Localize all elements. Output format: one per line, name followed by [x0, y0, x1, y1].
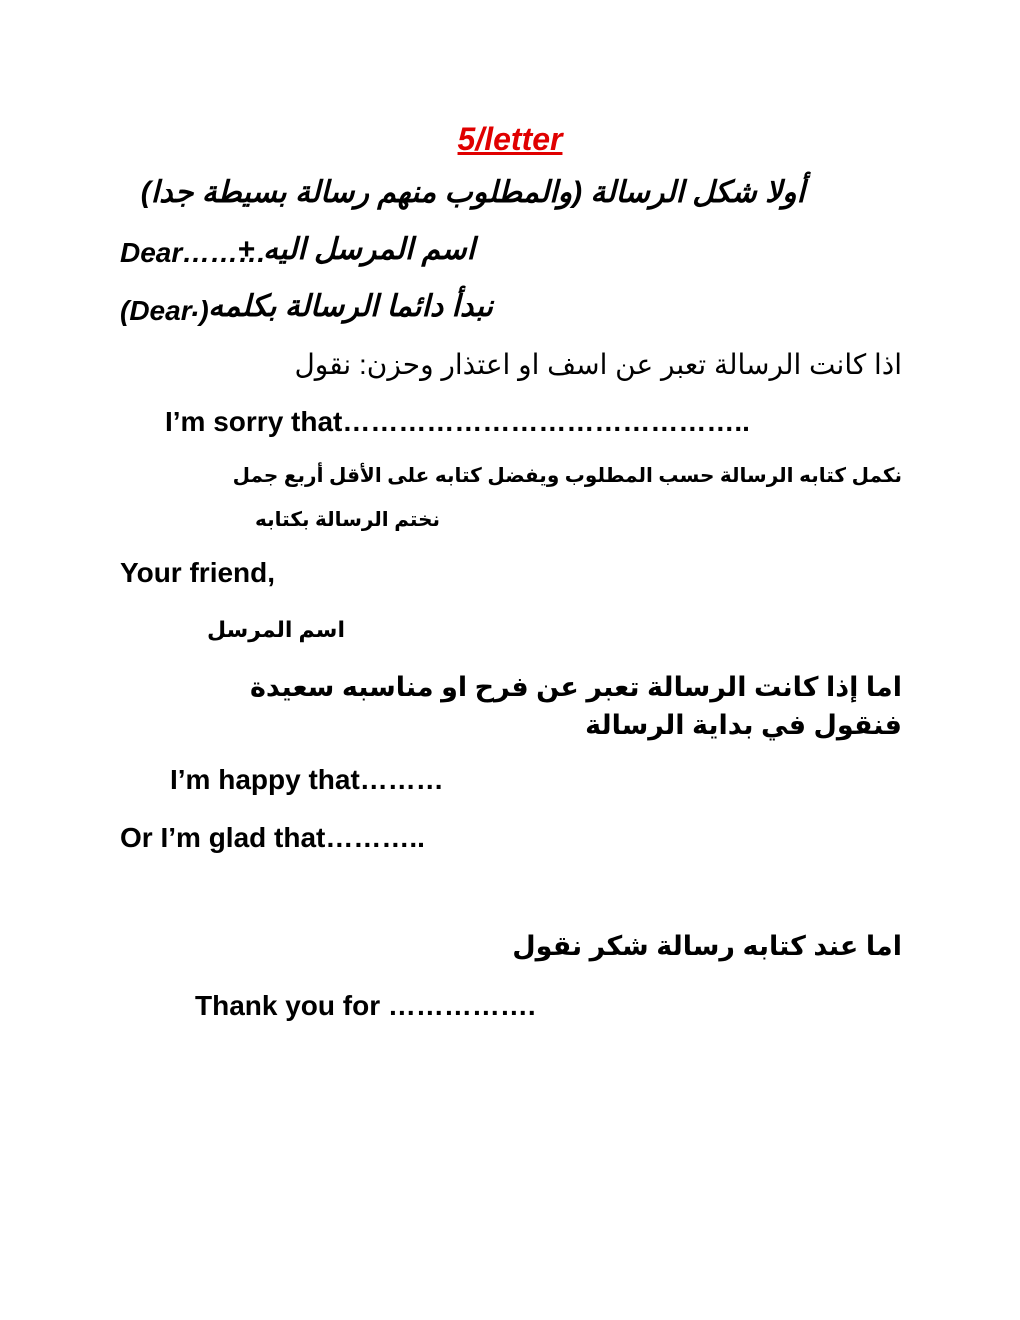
closing-phrase: Your friend, — [120, 557, 276, 588]
thanks-phrase: Thank you for ……………. — [195, 990, 536, 1021]
happy-phrase: I’m happy that……… — [170, 764, 444, 795]
thanks-intro: اما عند كتابه رسالة شكر نقول — [512, 931, 902, 961]
start-with-dear-note: نبدأ دائما الرسالة بكلمه . — [191, 290, 493, 323]
glad-phrase: Or I’m glad that……….. — [120, 822, 425, 853]
letter-form-heading: أولا شكل الرسالة (والمطلوب منهم رسالة بسيطة جدا) — [140, 176, 805, 209]
dear-salutation: Dear……… — [120, 237, 267, 268]
close-note: نختم الرسالة بكتابه — [255, 509, 440, 531]
sorrow-intro: اذا كانت الرسالة تعبر عن اسف او اعتذار وحزن: نقول — [294, 349, 902, 380]
recipient-name-note: اسم المرسل اليه + — [237, 233, 475, 266]
continue-note: نكمل كتابه الرسالة حسب المطلوب ويفضل كتابه على الأقل أربع جمل — [232, 465, 902, 487]
sender-name-note: اسم المرسل — [206, 617, 345, 642]
title-text: 5/letter — [457, 121, 563, 157]
dear-keyword: (Dear ) — [120, 295, 209, 326]
happy-intro: اما إذا كانت الرسالة تعبر عن فرح او مناسبه سعيدة فنقول في بداية الرسالة — [249, 672, 902, 740]
page-title — [0, 120, 1020, 158]
sorry-phrase: I’m sorry that…………………………………….. — [165, 406, 750, 437]
